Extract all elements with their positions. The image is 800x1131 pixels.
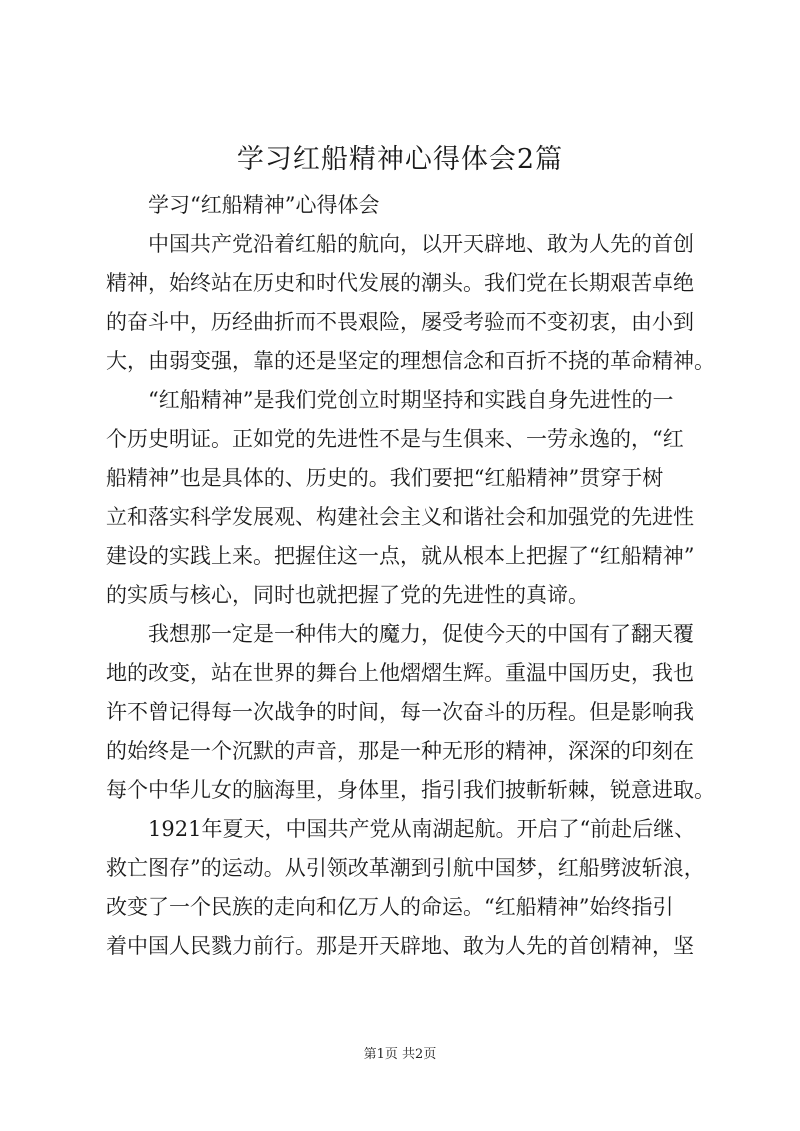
text-line: 改变了一个民族的走向和亿万人的命运。“红船精神”始终指引 xyxy=(106,895,674,919)
text-line: 地的改变，站在世界的舞台上他熠熠生辉。重温中国历史，我也 xyxy=(106,661,694,685)
text-line: 1921年夏天，中国共产党从南湖起航。开启了“前赴后继、 xyxy=(148,817,696,841)
paragraph xyxy=(106,381,696,615)
text-line: 的奋斗中，历经曲折而不畏艰险，屡受考验而不变初衷，由小到 xyxy=(106,310,694,334)
text-line: 我想那一定是一种伟大的魔力，促使今天的中国有了翻天覆 xyxy=(148,622,694,646)
text-line: “红船精神”是我们党创立时期坚持和实践自身先进性的一 xyxy=(148,388,674,412)
text-line: 救亡图存”的运动。从引领改革潮到引航中国梦，红船劈波斩浪， xyxy=(106,856,705,880)
text-line: 大，由弱变强，靠的还是坚定的理想信念和百折不挠的革命精神。 xyxy=(106,349,715,373)
text-line: 中国共产党沿着红船的航向，以开天辟地、敢为人先的首创 xyxy=(148,232,694,256)
document-body xyxy=(106,186,715,966)
page-footer: 第1页 共2页 xyxy=(363,1047,437,1062)
document-title: 学习红船精神心得体会2篇 xyxy=(236,144,564,175)
text-line: 立和落实科学发展观、构建社会主义和谐社会和加强党的先进性 xyxy=(106,505,694,529)
text-line: 许不曾记得每一次战争的时间，每一次奋斗的历程。但是影响我 xyxy=(106,700,694,724)
text-line: 的始终是一个沉默的声音，那是一种无形的精神，深深的印刻在 xyxy=(106,739,694,763)
text-line: 个历史明证。正如党的先进性不是与生俱来、一劳永逸的，“红 xyxy=(106,427,684,451)
text-line: 着中国人民戮力前行。那是开天辟地、敢为人先的首创精神，坚 xyxy=(106,934,694,958)
text-line: 的实质与核心，同时也就把握了党的先进性的真谛。 xyxy=(106,583,589,607)
text-line: 每个中华儿女的脑海里，身体里，指引我们披斬斩棘，锐意进取。 xyxy=(106,778,715,802)
paragraph xyxy=(106,615,715,810)
text-line: 精神，始终站在历史和时代发展的潮头。我们党在长期艰苦卓绝 xyxy=(106,271,694,295)
paragraph xyxy=(106,810,705,966)
paragraph xyxy=(106,225,715,381)
section-subtitle: 学习“红船精神”心得体会 xyxy=(148,193,380,217)
text-line: 船精神”也是具体的、历史的。我们要把“红船精神”贯穿于树 xyxy=(106,466,664,490)
text-line: 建设的实践上来。把握住这一点，就从根本上把握了“红船精神” xyxy=(106,544,695,568)
